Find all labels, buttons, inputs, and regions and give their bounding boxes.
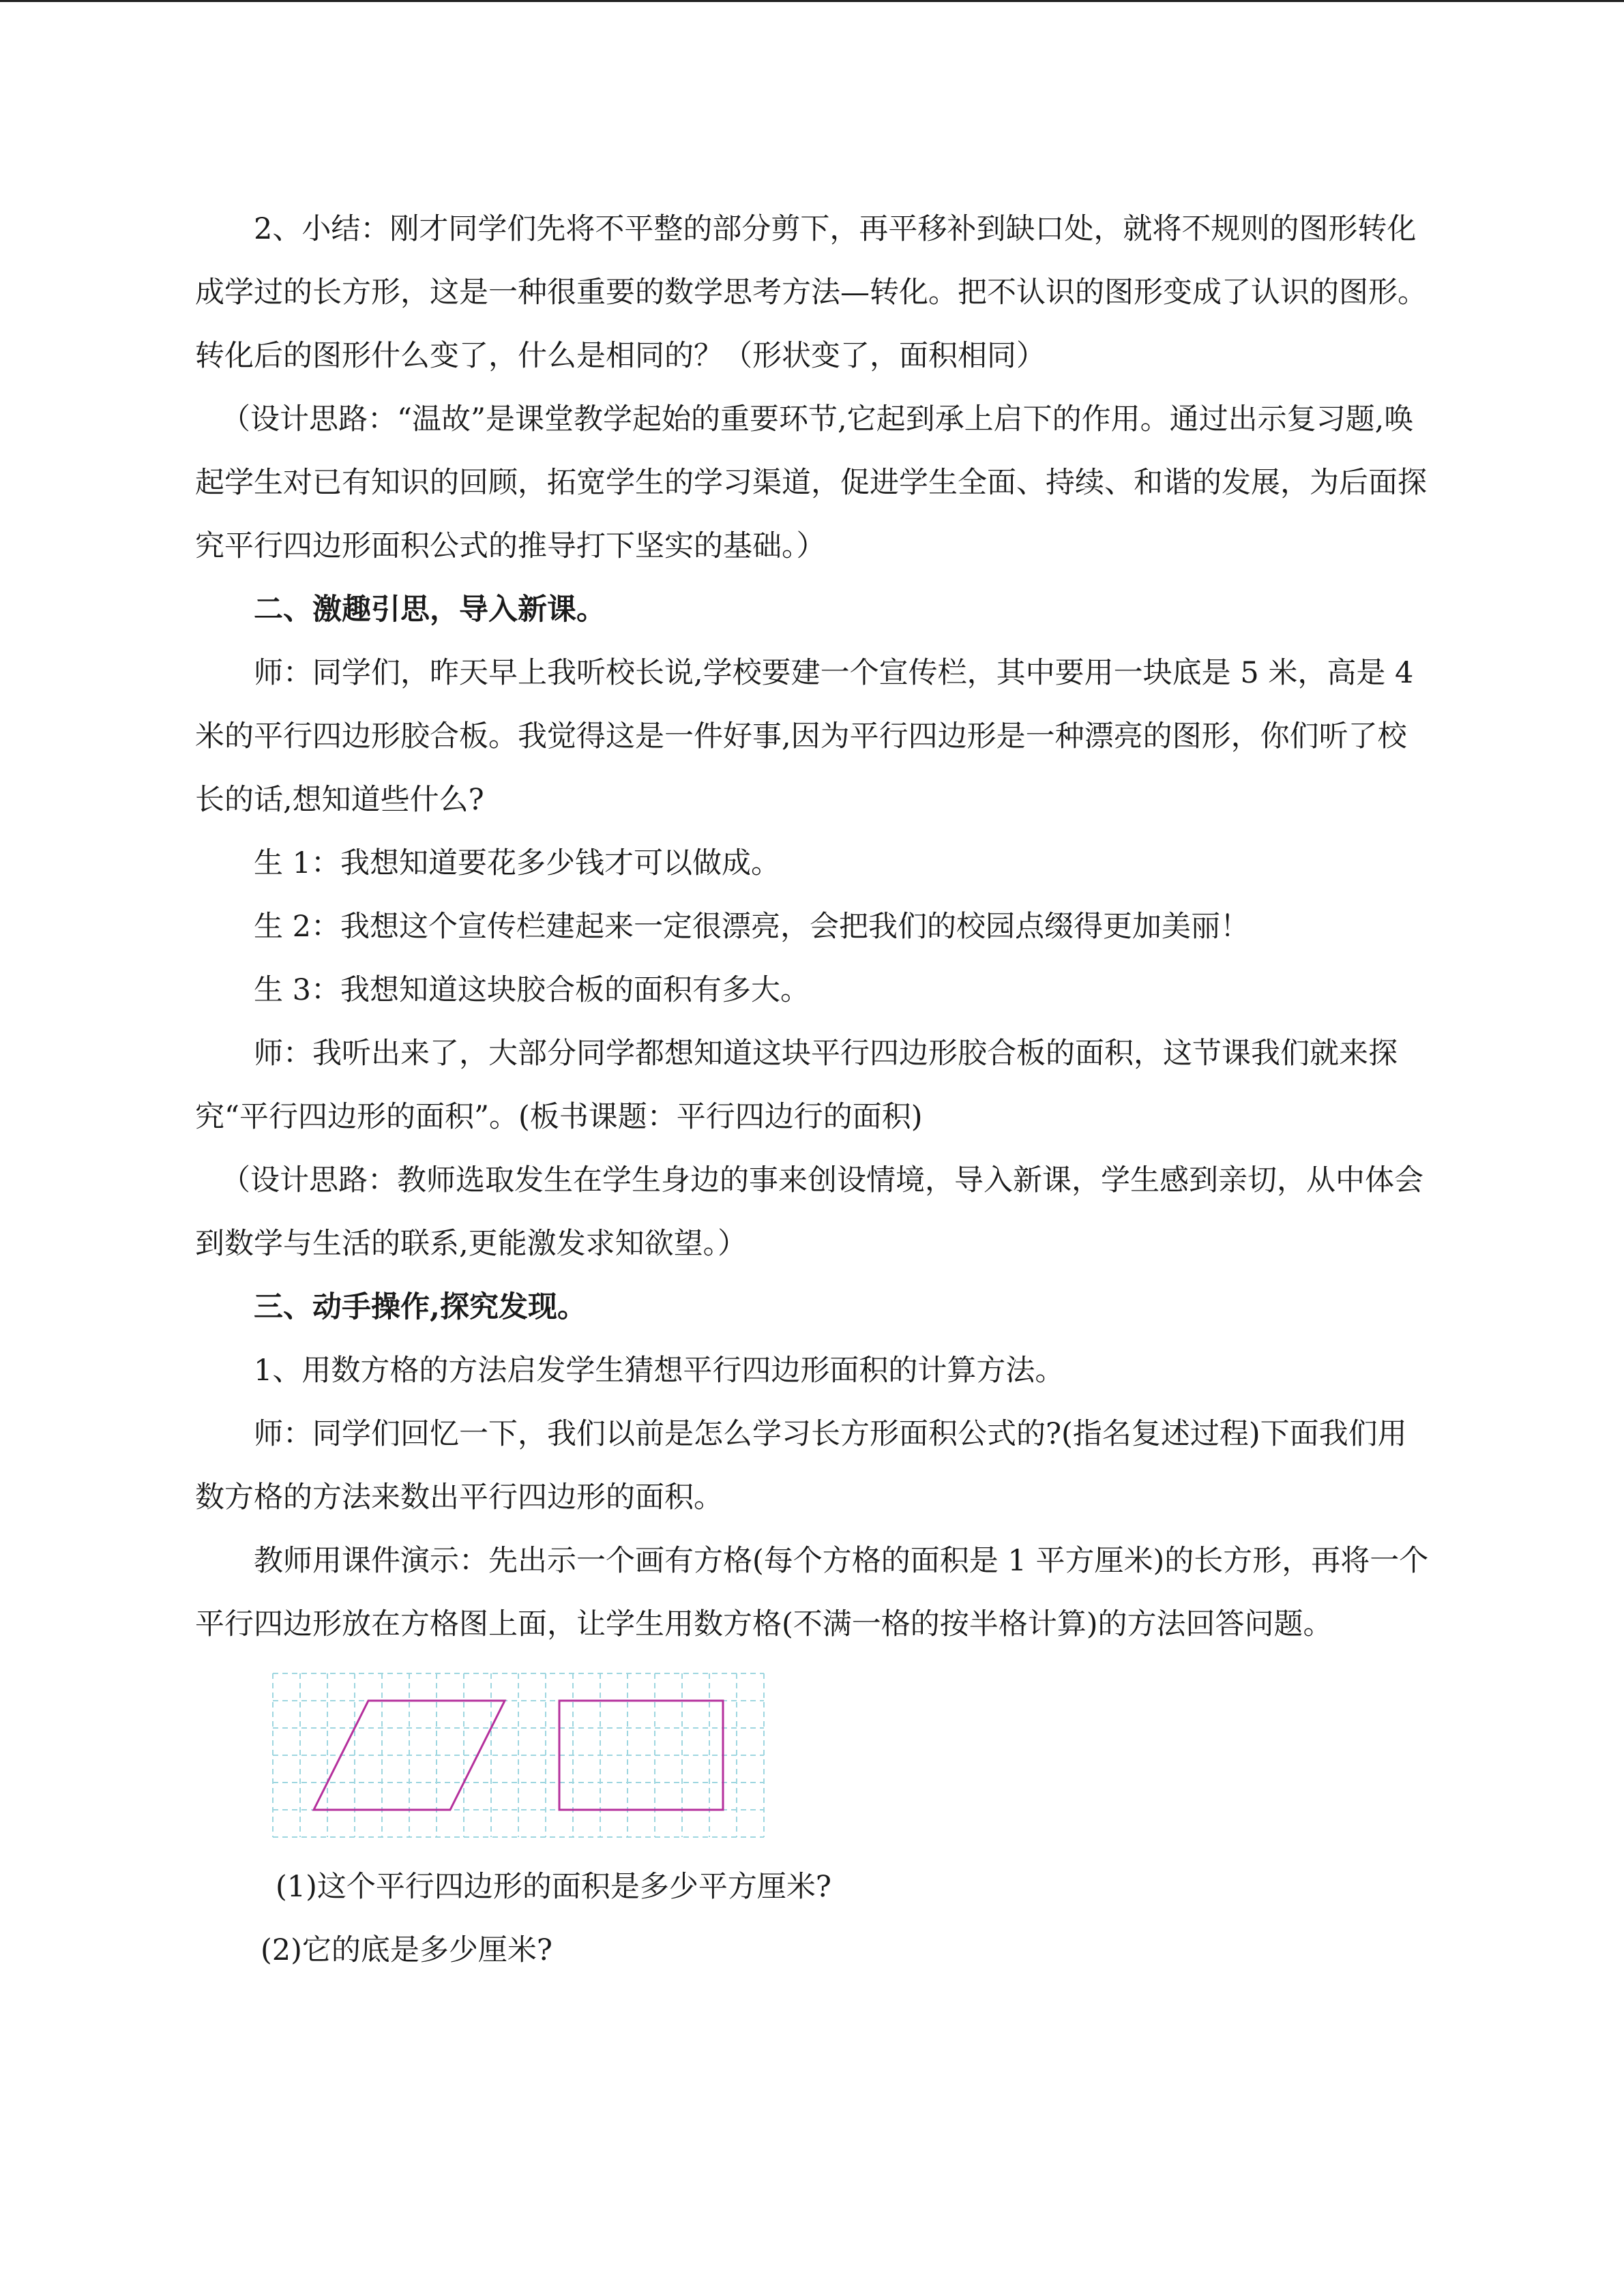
student-3-paragraph: 生 3：我想知道这块胶合板的面积有多大。: [254, 973, 810, 1007]
courseware-demo-paragraph: 教师用课件演示：先出示一个画有方格(每个方格的面积是 1 平方厘米)的长方形，再将一个平行四边形放在方格图上面，让学生用数方格(不满一格的按半格计算)的方法回答问题。: [195, 1544, 1429, 1641]
summary-paragraph: 2、小结：刚才同学们先将不平整的部分剪下，再平移补到缺口处，就将不规则的图形转化成学过的长方形，这是一种很重要的数学思考方法—转化。把不认识的图形变成了认识的图形。转化后的图形什么变了，什么是相同的？（形状变了，面积相同）: [195, 212, 1427, 373]
teacher-intro-paragraph: 师：同学们，昨天早上我听校长说,学校要建一个宣传栏，其中要用一块底是 5 米，高是 4 米的平行四边形胶合板。我觉得这是一件好事,因为平行四边形是一种漂亮的图形，你们听了校长的话,想知道些什么?: [195, 656, 1414, 817]
document-body: [195, 198, 1430, 1982]
teacher-recall-paragraph: 师：同学们回忆一下，我们以前是怎么学习长方形面积公式的?(指名复述过程)下面我们用数方格的方法来数出平行四边形的面积。: [195, 1417, 1407, 1515]
teacher-response-paragraph: 师：我听出来了，大部分同学都想知道这块平行四边形胶合板的面积，这节课我们就来探究“平行四边形的面积”。(板书课题：平行四边行的面积): [195, 1037, 1398, 1134]
step-1-paragraph: 1、用数方格的方法启发学生猜想平行四边形面积的计算方法。: [254, 1354, 1065, 1388]
student-2-paragraph: 生 2：我想这个宣传栏建起来一定很漂亮，会把我们的校园点缀得更加美丽！: [254, 910, 1250, 944]
section-heading-2: 二、激趣引思，导入新课。: [254, 593, 606, 627]
grid-diagram: [266, 1670, 784, 1840]
design-note-paragraph: （设计思路：“温故”是课堂教学起始的重要环节,它起到承上启下的作用。通过出示复习题,唤起学生对已有知识的回顾，拓宽学生的学习渠道，促进学生全面、持续、和谐的发展，为后面探究平行四边形面积公式的推导打下坚实的基础。）: [195, 402, 1427, 563]
grid-figure: [266, 1670, 784, 1840]
student-1-paragraph: 生 1：我想知道要花多少钱才可以做成。: [254, 846, 781, 880]
section-heading-3: 三、动手操作,探究发现。: [254, 1290, 587, 1324]
question-2: (2)它的底是多少厘米?: [261, 1933, 552, 1967]
question-list: [195, 1855, 1430, 1982]
page-top-border: [0, 0, 1624, 2]
question-1: (1)这个平行四边形的面积是多少平方厘米?: [276, 1870, 831, 1904]
design-note-paragraph-2: （设计思路：教师选取发生在学生身边的事来创设情境，导入新课，学生感到亲切，从中体会到数学与生活的联系,更能激发求知欲望。）: [195, 1163, 1423, 1261]
